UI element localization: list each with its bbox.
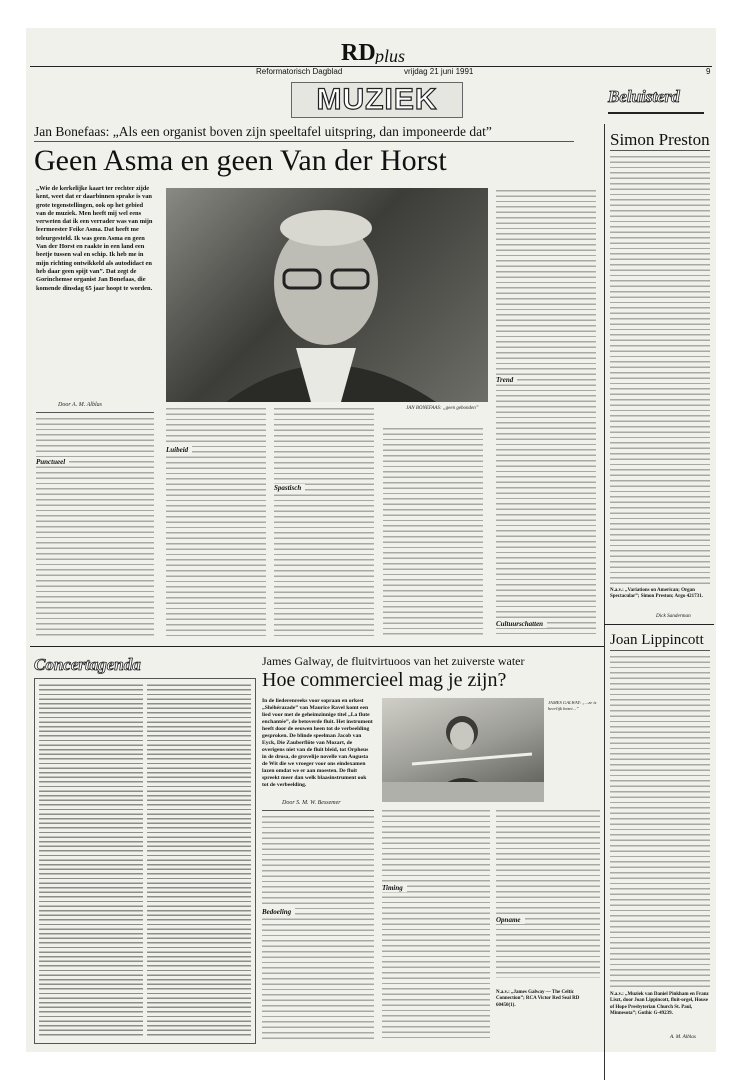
main-kicker: Jan Bonefaas: „Als een organist boven zijn speeltafel uitspring, dan imponeerde dat”	[34, 124, 492, 139]
section-title: MUZIEK	[316, 83, 438, 116]
main-body-col4	[383, 426, 483, 638]
lippincott-author: A. M. Alblas	[670, 1034, 696, 1040]
agenda-title: Concertagenda	[34, 655, 141, 674]
main-body-col2	[166, 406, 266, 638]
main-intro: „Wie de kerkelijke kaart ter rechter zijde kent, weet dat er daarbinnen sprake is van grote tegenstellingen, ook op het gebied van de muziek. Men heeft mij wel eens verweten dat ik een verrader was van mijn leermeester Feike Asma. Dat heeft me teleurgesteld. Ik was geen Asma en geen Van der Horst en raakte in een land een beetje tussen wal en schip. Ik heb me in mijn richting ontwikkeld als autodidact en heb daar geen spijt van”. Dat zegt de Gorinchemse organist Jan Bonefaas, die komende dinsdag 65 jaar hoopt te worden.	[36, 185, 153, 292]
galway-headline: Hoe commercieel mag je zijn?	[262, 669, 507, 691]
main-body-col3	[274, 406, 374, 638]
subhead-timing: Timing	[382, 884, 407, 892]
masthead-logo	[341, 38, 411, 64]
galway-byline: Door S. M. W. Bessemer	[282, 800, 341, 806]
svg-text:RD: RD	[341, 40, 376, 64]
galway-kicker: James Galway, de fluitvirtuoos van het zuiverste water	[262, 654, 525, 668]
beluisterd-label	[608, 82, 708, 116]
main-body-col1	[36, 416, 154, 638]
flutist-icon	[382, 698, 544, 802]
galway-body-col3	[496, 808, 600, 978]
galway-intro: In de liederenreeks voor sopraan en orkest „Shéhérazade” van Maurice Ravel komt een lied voor met de geheimzinnige titel „La flute enchantée”, de betoverde fluit. Het instrument heeft door de eeuwen heen tot de verbeelding gesproken. De blinde speelman Jacob van Eyck, Die Zauberflöte van Mozart, de overigens niet van de fluit bleid, tot Orpheus in de drosa, de grovelije novelle van Augusta de Wit die we vroeger voor ons eindexamen lazen omdat we er aan moesten. De fluit spreekt meer dan welk blaasinstrument ook tot de verbeelding.	[262, 698, 373, 788]
preston-title: Simon Preston	[610, 130, 710, 149]
main-body-col5	[496, 188, 596, 638]
main-headline: Geen Asma en geen Van der Horst	[34, 144, 447, 177]
galway-photo-caption: JAMES GALWAY: „...ze is heerlijk bezet...”	[548, 700, 597, 711]
agenda-box	[34, 678, 256, 1044]
galway-photo	[382, 698, 544, 802]
subhead-trend: Trend	[496, 376, 517, 384]
section-banner	[291, 82, 463, 118]
lippincott-body	[610, 654, 710, 988]
subhead-cultuurschatten: Cultuurschatten	[496, 620, 547, 628]
rd-plus-logo-icon	[341, 38, 411, 64]
lippincott-title: Joan Lippincott	[610, 632, 704, 648]
subhead-punctueel: Punctueel	[36, 458, 69, 466]
main-photo-caption: JAN BONEFAAS: „geen gebonden”	[406, 406, 479, 411]
preston-author: Dick Sanderman	[656, 613, 691, 619]
agenda-header	[34, 654, 154, 676]
subhead-bedoeling: Bedoeling	[262, 908, 295, 916]
main-byline: Door A. M. Alblas	[58, 402, 102, 408]
issue-date: vrijdag 21 juni 1991	[404, 67, 474, 76]
galway-body-col2	[382, 808, 490, 1042]
agenda-col1	[39, 683, 143, 1037]
subhead-opname: Opname	[496, 916, 525, 924]
svg-text:plus: plus	[375, 46, 406, 64]
preston-footer: N.a.v.: „Variations on American; Organ Spectacular”; Simon Preston; Argo 421731.	[610, 588, 703, 600]
page-number: 9	[706, 67, 711, 76]
subhead-luibeid: Luibeid	[166, 446, 192, 454]
galway-body-col1	[262, 814, 374, 1042]
agenda-col2	[147, 683, 251, 1037]
lippincott-footer: N.a.v.: „Muziek van Daniel Pinkham en Franz Liszt, door Joan Lippincott, fluit-orgel, House of Hope Presbyterian Church St. Paul, Minnesota”; Gothic G-49239.	[610, 992, 709, 1017]
newspaper-page	[26, 28, 716, 1052]
portrait-icon	[166, 188, 488, 402]
bonefaas-photo	[166, 188, 488, 402]
beluisterd-text: Beluisterd	[608, 87, 680, 106]
preston-body	[610, 154, 710, 584]
paper-name: Reformatorisch Dagblad	[256, 67, 343, 76]
masthead-rule	[30, 66, 712, 67]
galway-footer: N.a.v.: „James Galway — The Celtic Connection”; RCA Victor Red Seal RD 60450(1).	[496, 990, 580, 1008]
subhead-spastisch: Spastisch	[274, 484, 305, 492]
